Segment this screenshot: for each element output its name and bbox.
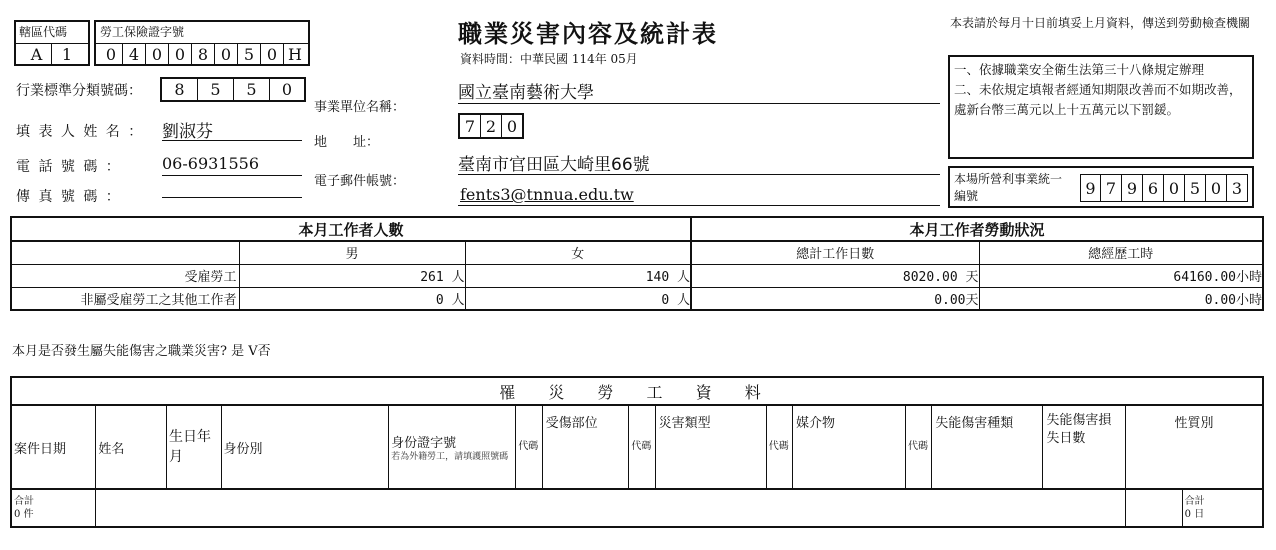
total-days-value: 0 日 xyxy=(1184,509,1205,520)
workers-count-header: 本月工作者人數 xyxy=(11,217,691,241)
total-row-spacer xyxy=(1126,489,1183,527)
male-count: 261 人 xyxy=(239,264,465,287)
labor-status-header: 本月工作者勞動狀況 xyxy=(691,217,1263,241)
col-medium: 媒介物 xyxy=(792,405,905,489)
col-identity: 身份別 xyxy=(221,405,389,489)
phone-field: 06-6931556 xyxy=(162,154,302,176)
row-label: 非屬受雇勞工之其他工作者 xyxy=(11,287,239,310)
regulation-line-1: 一、依據職業安全衛生法第三十八條規定辦理 xyxy=(954,62,1205,77)
col-id-number xyxy=(389,405,516,489)
business-id-digit: 3 xyxy=(1227,174,1248,202)
filler-name-label: 填 表 人 姓 名 ： xyxy=(16,124,145,140)
form-title: 職業災害內容及統計表 xyxy=(458,19,718,48)
female-count: 0 人 xyxy=(465,287,691,310)
business-id-digit: 0 xyxy=(1206,174,1227,202)
insurance-number-box xyxy=(94,20,310,66)
col-body-part: 受傷部位 xyxy=(542,405,629,489)
insurance-digit: 0 xyxy=(215,44,238,65)
col-case-date: 案件日期 xyxy=(11,405,96,489)
industry-code-digit: 0 xyxy=(281,80,293,99)
total-days xyxy=(1182,489,1263,527)
table-row xyxy=(11,287,1263,310)
district-code-label: 轄區代碼 xyxy=(16,22,88,44)
work-hours-header: 總經歷工時 xyxy=(979,241,1263,264)
zip-digit: 2 xyxy=(481,115,502,137)
email-underline xyxy=(458,205,940,206)
email-label: 電子郵件帳號： xyxy=(314,174,406,189)
industry-code-box xyxy=(160,77,306,102)
business-id-digit: 9 xyxy=(1122,174,1143,202)
zip-digit: 0 xyxy=(506,116,518,136)
col-id-note: 若為外籍勞工，請填護照號碼 xyxy=(391,451,509,462)
insurance-digit: 0 xyxy=(146,44,169,65)
email-field[interactable]: fents3@tnnua.edu.tw xyxy=(460,185,634,204)
regulation-line-2: 二、未依規定填報者經通知期限改善而不如期改善，處新台幣三萬元以上十五萬元以下罰鍰。 xyxy=(954,82,1242,117)
district-code-digits xyxy=(16,44,88,65)
injured-workers-title: 罹 災 勞 工 資 料 xyxy=(11,377,1263,405)
insurance-digits xyxy=(96,44,308,65)
male-count: 0 人 xyxy=(239,287,465,310)
business-id-digit: 7 xyxy=(1101,174,1122,202)
col-disability-type: 失能傷害種類 xyxy=(932,405,1043,489)
work-days: 0.00天 xyxy=(691,287,979,310)
fax-field xyxy=(162,186,302,198)
total-days-label: 合計 xyxy=(1184,496,1205,507)
insurance-digit: H xyxy=(288,45,302,64)
industry-code-digit: 8 xyxy=(162,79,198,100)
col-lost-days: 失能傷害損失日數 xyxy=(1043,405,1126,489)
col-code: 代碼 xyxy=(516,405,542,489)
row-label: 受雇勞工 xyxy=(11,264,239,287)
district-code-box xyxy=(14,20,90,66)
work-days: 8020.00 天 xyxy=(691,264,979,287)
industry-code-label: 行業標準分類號碼： xyxy=(16,83,142,99)
insurance-digit: 4 xyxy=(123,44,146,65)
filler-name-field: 劉淑芬 xyxy=(162,117,302,141)
industry-code-digit: 5 xyxy=(198,79,234,100)
worker-stats-table xyxy=(10,216,1264,311)
insurance-label: 勞工保險證字號 xyxy=(96,22,308,44)
col-birth: 生日年月 xyxy=(166,405,221,489)
address-field: 臺南市官田區大崎里66號 xyxy=(458,150,940,175)
insurance-digit: 0 xyxy=(169,44,192,65)
insurance-digit: 5 xyxy=(238,44,261,65)
col-id-label: 身份證字號 xyxy=(391,435,457,451)
male-header: 男 xyxy=(239,241,465,264)
col-gender: 性質別 xyxy=(1126,405,1263,489)
business-id-digit: 9 xyxy=(1080,174,1101,202)
district-code-digit: 1 xyxy=(61,45,73,64)
disability-question: 本月是否發生屬失能傷害之職業災害? 是 V否 xyxy=(12,344,271,359)
work-hours: 0.00小時 xyxy=(979,287,1263,310)
work-days-header: 總計工作日數 xyxy=(691,241,979,264)
regulation-notice-box xyxy=(948,55,1254,159)
submission-notice: 本表請於每月十日前填妥上月資料，傳送到勞動檢查機關 xyxy=(950,16,1251,30)
work-hours: 64160.00小時 xyxy=(979,264,1263,287)
female-count: 140 人 xyxy=(465,264,691,287)
insurance-digit: 8 xyxy=(192,44,215,65)
col-disaster-type: 災害類型 xyxy=(655,405,766,489)
total-cases xyxy=(11,489,96,527)
col-name: 姓名 xyxy=(96,405,167,489)
stats-blank-header xyxy=(11,241,239,264)
business-id-digit: 5 xyxy=(1185,174,1206,202)
table-row xyxy=(11,264,1263,287)
data-period: 資料時間：中華民國 114年 05月 xyxy=(460,52,638,66)
zip-code-box xyxy=(458,113,524,139)
insurance-digit: 0 xyxy=(100,44,123,65)
col-code: 代碼 xyxy=(766,405,792,489)
business-id-digit: 6 xyxy=(1143,174,1164,202)
org-name-label: 事業單位名稱： xyxy=(314,100,406,115)
business-id-digits xyxy=(1076,168,1248,206)
total-cases-value: 0 件 xyxy=(14,509,34,520)
female-header: 女 xyxy=(465,241,691,264)
total-cases-label: 合計 xyxy=(14,496,34,507)
business-id-box xyxy=(948,166,1254,208)
district-code-digit: A xyxy=(22,44,52,65)
industry-code-digit: 5 xyxy=(234,79,270,100)
address-label: 地 址： xyxy=(314,135,380,150)
col-code: 代碼 xyxy=(906,405,932,489)
business-id-digit: 0 xyxy=(1164,174,1185,202)
phone-label: 電 話 號 碼 ： xyxy=(16,159,122,175)
injured-workers-table xyxy=(10,376,1264,528)
fax-label: 傳 真 號 碼 ： xyxy=(16,189,122,205)
org-name-field: 國立臺南藝術大學 xyxy=(458,78,940,104)
col-code: 代碼 xyxy=(629,405,655,489)
business-id-label: 本場所營利事業統一編號 xyxy=(954,172,1063,203)
zip-digit: 7 xyxy=(460,115,481,137)
insurance-digit: 0 xyxy=(261,44,284,65)
total-row-blank xyxy=(96,489,1126,527)
